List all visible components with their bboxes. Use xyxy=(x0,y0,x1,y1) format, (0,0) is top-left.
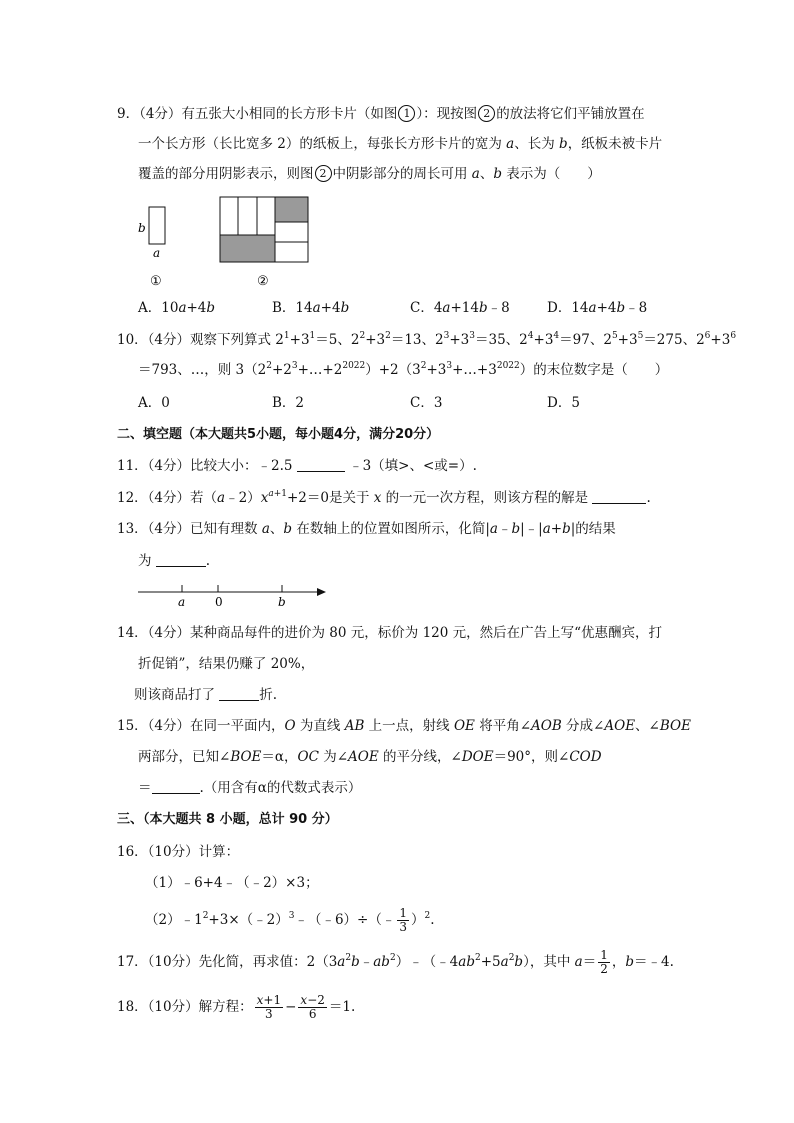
q12: 12．（4分）若$(a﹣2)x^{a+1}+2=0$是关于 x 的一元一次方程，则该方程的解是 . xyxy=(117,489,651,506)
section2-heading: 二、填空题（本大题共5小题，每小题4分，满分20分） xyxy=(117,427,440,442)
fig1-label-b: b xyxy=(138,221,146,235)
fig2-shade-top xyxy=(275,197,308,222)
q10-line1: 10．（4分）观察下列算式 $2^1+3^1=5$、$2^2+3^2=13$、$2^3+3^3=35$、$2^4+3^4=97$、$2^5+3^5=275$、$2^6+3^6$ xyxy=(117,331,737,348)
fig1-card xyxy=(149,207,165,244)
fig1-label-a: a xyxy=(153,246,161,260)
fraction-x-minus-2-over-6: $\frac{x-2}{6}$ xyxy=(300,993,325,1021)
q14-line2: 折促销”，结果仍赚了 20%， xyxy=(138,656,315,672)
q17: 17．（10分）先化简，再求值：$2(3a^2b﹣ab^2)﹣(﹣4ab^2+5a^2b)$，其中 a＝ $\frac{1}{2}$ ，b＝﹣4. xyxy=(117,948,674,976)
q9-option-b[interactable]: B．14a+4b xyxy=(272,300,350,316)
q10-option-c[interactable]: C．3 xyxy=(410,395,443,411)
q9-option-a[interactable]: A．10a+4b xyxy=(138,300,216,316)
axis-arrow-icon xyxy=(317,588,326,596)
fig2-shade-bottom xyxy=(220,235,275,262)
q16-sub2: $(2)﹣1^2+3\times(﹣2)^3﹣(﹣6)\div(﹣$ $\frac{1}{3}$ ）$^2$. xyxy=(145,906,435,934)
q11: 11．（4分）比较大小：﹣2.5 ﹣3（填>、<或=）. xyxy=(117,458,477,474)
q15-line3: ＝ .（用含有α的代数式表示） xyxy=(138,780,362,796)
q11-blank[interactable] xyxy=(297,457,345,472)
fraction-x-plus-1-over-3: $\frac{x+1}{3}$ xyxy=(256,993,282,1021)
q12-blank[interactable] xyxy=(592,489,646,504)
q10-line2: ＝793、…，则 $3(2^2+2^3+\dots+2^{2022})+2(3^2+3^3+\dots+3^{2022})$的末位数字是（ ） xyxy=(138,361,669,378)
q13-line2: 为 . xyxy=(138,553,211,569)
q15-line2: 两部分，已知∠BOE＝α，OC 为∠AOE 的平分线，∠DOE＝90°，则∠COD xyxy=(138,749,602,765)
q9-line3: 覆盖的部分用阴影表示，则图 2 中阴影部分的周长可用 a、b 表示为（ ） xyxy=(138,166,601,182)
axis-label-a: a xyxy=(178,595,186,609)
q15-line1: 15．（4分）在同一平面内，O 为直线 AB 上一点，射线 OE 将平角∠AOB 分成∠AOE、∠BOE xyxy=(117,718,691,734)
q9-option-c[interactable]: C．4a+14b﹣8 xyxy=(410,300,510,316)
q18: 18．（10分）解方程： $\frac{x+1}{3}$ − $\frac{x-2}{6}$ ＝1. xyxy=(117,993,356,1021)
q14-line1: 14．（4分）某种商品每件的进价为 80 元，标价为 120 元，然后在广告上写“优惠酬宾，打 xyxy=(117,625,663,641)
q13-line1: 13．（4分）已知有理数 a、b 在数轴上的位置如图所示，化简|a﹣b|﹣|a+b|的结果 xyxy=(117,521,616,537)
fraction-one-half: $\frac{1}{2}$ xyxy=(600,948,608,976)
q16-title: 16．（10分）计算： xyxy=(117,844,240,860)
q10-option-d[interactable]: D．5 xyxy=(547,395,580,411)
axis-label-b: b xyxy=(278,595,286,609)
section3-heading: 三、（本大题共 8 小题，总计 90 分） xyxy=(117,812,338,827)
fig2-caption: ② xyxy=(257,274,269,289)
q9-line1: 9．（4分）有五张大小相同的长方形卡片（如图 1 ）：现按图 2 的放法将它们平铺放置在 xyxy=(117,106,645,122)
q9-figures xyxy=(130,190,320,290)
q16-sub1: （1）﹣6+4﹣（﹣2）×3； xyxy=(145,875,319,891)
fraction-one-third: $\frac{1}{3}$ xyxy=(399,906,408,934)
fig1-caption: ① xyxy=(150,274,162,289)
q15-blank[interactable] xyxy=(152,779,200,794)
q13-number-line xyxy=(136,580,331,610)
q13-blank[interactable] xyxy=(156,552,206,567)
q10-option-a[interactable]: A．0 xyxy=(138,395,170,411)
q14-blank[interactable] xyxy=(219,686,259,701)
q9-line2: 一个长方形（长比宽多 2）的纸板上，每张长方形卡片的宽为 a、长为 b，纸板未被卡片 xyxy=(138,136,663,152)
axis-label-0: 0 xyxy=(215,595,223,609)
q9-option-d[interactable]: D．14a+4b﹣8 xyxy=(547,300,648,316)
q14-line3: 则该商品打了 折. xyxy=(134,687,278,703)
q10-option-b[interactable]: B．2 xyxy=(272,395,305,411)
